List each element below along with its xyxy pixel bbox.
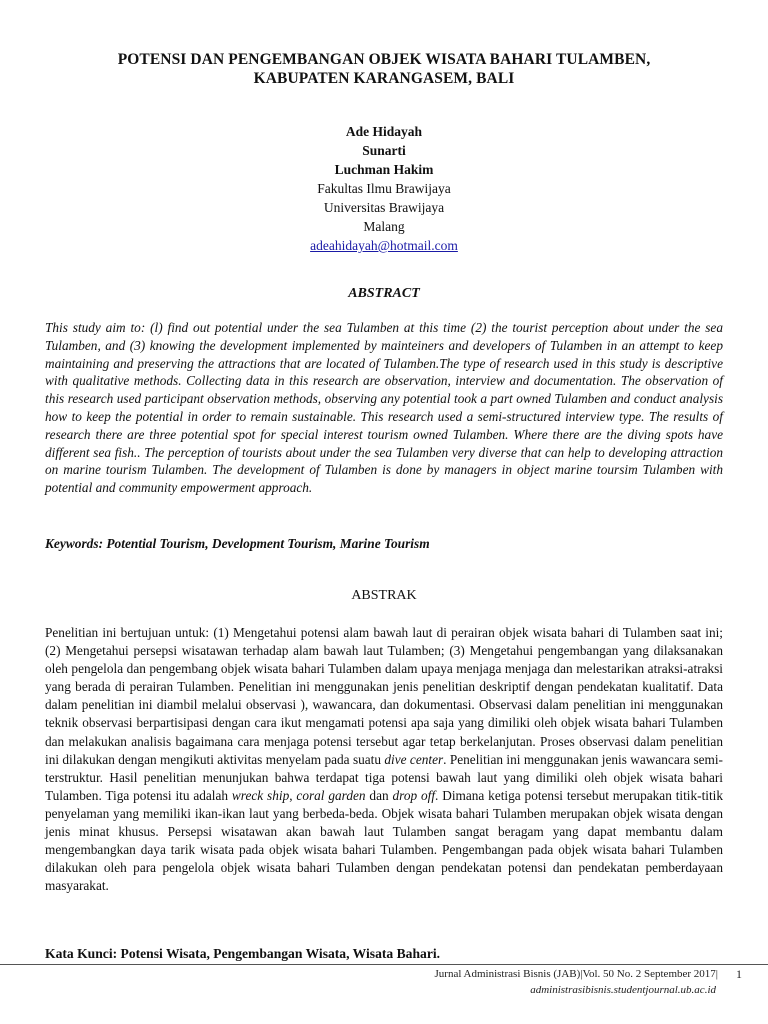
author-email-link[interactable]: adeahidayah@hotmail.com [310, 238, 458, 253]
abstract-heading: ABSTRACT [348, 286, 420, 301]
abstrak-text: . Dimana ketiga potensi tersebut merupakan titik-titik penyelaman yang memiliki ikan-ikan laut yang berbeda-beda. Objek wisata bahari Tulamben merupakan objek wisata dengan jenis minat khusus. Persepsi wisatawan akan bawah laut Tulamben sangat beragam yang dapat membantu dalam mengembangkan daya tarik wisata pada objek wisata bahari Tulamben. Pengembangan pada objek wisata bahari Tulamben dilakukan oleh para pengelola objek wisata bahari Tulamben dengan pendekatan potensi dan pendekatan pemberdayaan masyarakat. [45, 787, 723, 894]
affiliation-university: Universitas Brawijaya [323, 200, 445, 215]
abstrak-italic-term: drop off [392, 787, 436, 803]
page-number: 1 [736, 967, 742, 981]
author-block [0, 122, 768, 255]
title-line-1: POTENSI DAN PENGEMBANGAN OBJEK WISATA BAHARI TULAMBEN, [117, 51, 651, 68]
footer-journal-info: Jurnal Administrasi Bisnis (JAB)|Vol. 50 No. 2 September 2017| [434, 968, 718, 980]
abstrak-italic-term: wreck ship [231, 787, 290, 803]
abstrak-body [45, 624, 723, 895]
kata-kunci: Kata Kunci: Potensi Wisata, Pengembangan Wisata, Wisata Bahari. [45, 946, 441, 961]
abstrak-text: dan [365, 787, 393, 803]
abstrak-text: . Penelitian ini menggunakan jenis wawancara semi-terstruktur. Hasil penelitian menunjukan bahwa terdapat tiga potensi bawah laut yang dimiliki oleh objek wisata bahari Tulamben. Tiga potensi itu adalah [45, 751, 723, 803]
keywords: Keywords: Potential Tourism, Development Tourism, Marine Tourism [45, 536, 430, 551]
footer-divider [0, 964, 768, 965]
abstrak-text: Penelitian ini bertujuan untuk: (1) Mengetahui potensi alam bawah laut di perairan objek wisata bahari di Tulamben saat ini; (2) Mengetahui persepsi wisatawan terhadap alam bawah laut Tulamben; (3) Mengetahui pengembangan yang dilaksanakan oleh pengelola dan pengembang objek wisata bahari Tulamben dalam upaya menjaga menjaga dan melestarikan atraksi-atraksi yang berada di perairan Tulamben. Penelitian ini menggunakan jenis penelitian deskriptif dengan pendekatan kualitatif. Data dalam penelitian ini diambil melalui observasi ), wawancara, dan dokumentasi. Observasi dalam penelitian ini menggunakan teknik observasi berpartisipasi dengan cara ikut mengamati potensi apa saja yang dimiliki oleh objek wisata bahari Tulamben dan melakukan analisis bagaimana cara menjaga potensi tersebut agar tetap berkelanjutan. Proses observasi dalam penelitian ini dilakukan dengan mengikuti aktivitas menyelam pada suatu [45, 625, 723, 767]
footer-website: administrasibisnis.studentjournal.ub.ac.id [530, 984, 716, 996]
abstrak-text: , [289, 787, 297, 803]
paper-title [40, 50, 728, 88]
affiliation-faculty: Fakultas Ilmu Brawijaya [317, 181, 451, 196]
title-line-2: KABUPATEN KARANGASEM, BALI [253, 70, 515, 87]
abstrak-italic-term: dive center [384, 751, 444, 767]
abstrak-italic-term: coral garden [296, 787, 366, 803]
abstrak-heading: ABSTRAK [351, 588, 417, 603]
author-name: Sunarti [362, 143, 406, 158]
author-name: Ade Hidayah [345, 124, 423, 139]
author-name: Luchman Hakim [334, 162, 434, 177]
affiliation-city: Malang [363, 219, 405, 234]
abstract-body: This study aim to: (l) find out potential under the sea Tulamben at this time (2) the tourist perception about under the sea Tulamben, and (3) knowing the development implemented by mainteiners and developers of Tulamben in an attempt to keep maintaining and preserving the attractions that are located of Tulamben.The type of research used in this study is descriptive with qualitative methods. Collecting data in this research are observation, interview and documentation. The observation of this research used participant observation methods, observing any potential took a part owned Tulamben and conduct analysis how to keep the potential in order to remain sustainable. This research used a semi-structured interview type. The results of research there are three potential spot for special interest tourism owned Tulamben. Where there are the diving spots have different sea fish.. The perception of tourists about under the sea Tulamben very diverse that can help to developing attraction on marine tourism Tulamben. The development of Tulamben is done by managers in object marine toursim Tulamben with potential and community empowerment approach. [45, 320, 723, 496]
